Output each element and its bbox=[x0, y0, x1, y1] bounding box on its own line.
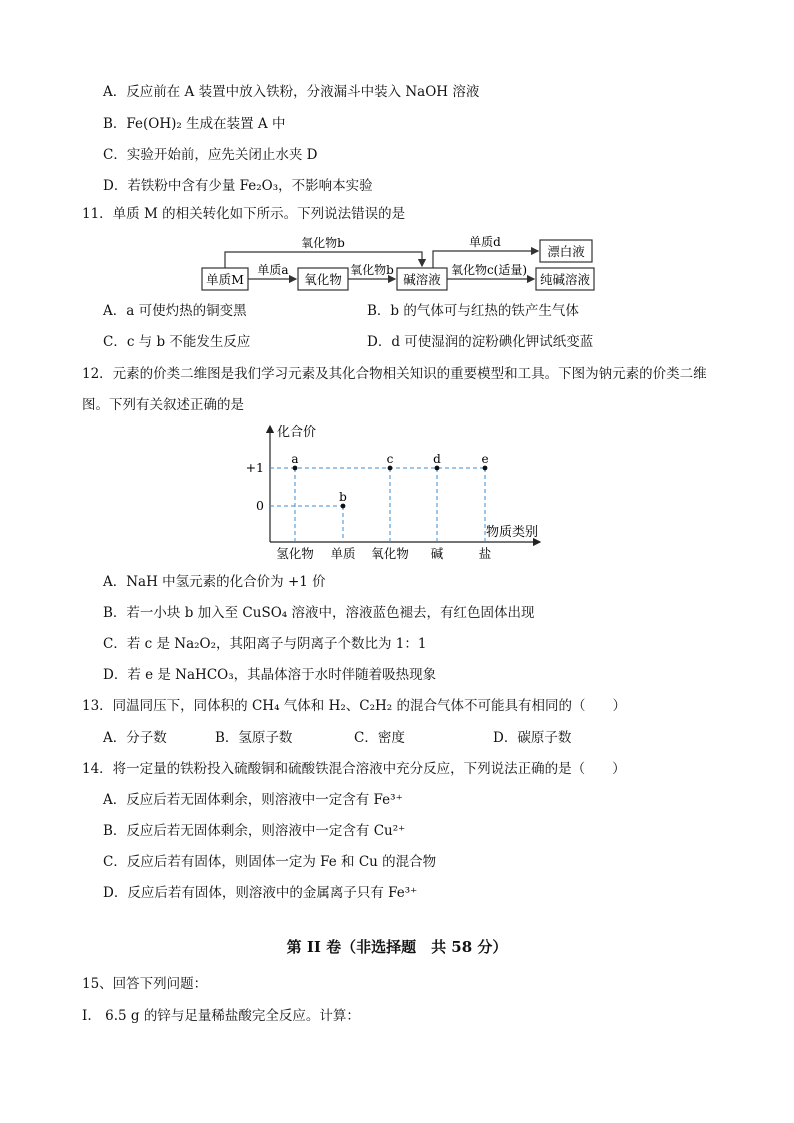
q11-option-b: B．b 的气体可与红热的铁产生气体 bbox=[367, 303, 579, 319]
y-tick-zero: 0 bbox=[256, 498, 264, 513]
q10-option-d: D．若铁粉中含有少量 Fe₂O₃，不影响本实验 bbox=[103, 178, 373, 194]
q14-option-b: B．反应后若无固体剩余，则溶液中一定含有 Cu²⁺ bbox=[103, 823, 406, 839]
q12-option-d: D．若 e 是 NaHCO₃，其晶体溶于水时伴随着吸热现象 bbox=[103, 667, 437, 683]
x-axis-label: 物质类别 bbox=[486, 525, 539, 540]
x-category-label: 单质 bbox=[330, 546, 356, 561]
point-label-b: b bbox=[339, 490, 347, 504]
q12-stem-line2: 图。下列有关叙述正确的是 bbox=[82, 397, 244, 413]
point-d bbox=[435, 466, 440, 471]
q12-valence-chart bbox=[240, 420, 560, 565]
x-category-label: 氧化物 bbox=[371, 546, 409, 561]
node-alkali-label: 碱溶液 bbox=[403, 272, 441, 287]
point-e bbox=[483, 466, 488, 471]
q11-flow-diagram bbox=[195, 232, 605, 298]
q13-option-a: A．分子数 bbox=[103, 730, 167, 746]
y-axis-label: 化合价 bbox=[277, 425, 317, 440]
q13-stem: 13．同温同压下，同体积的 CH₄ 气体和 H₂、C₂H₂ 的混合气体不可能具有相同的（ ） bbox=[82, 698, 626, 714]
q10-option-a: A．反应前在 A 装置中放入铁粉，分液漏斗中装入 NaOH 溶液 bbox=[103, 84, 480, 100]
point-label-a: a bbox=[291, 452, 299, 466]
q14-stem: 14．将一定量的铁粉投入硫酸铜和硫酸铁混合溶液中充分反应，下列说法正确的是（ ） bbox=[82, 761, 626, 777]
x-category-label: 盐 bbox=[478, 546, 492, 561]
x-category-label: 碱 bbox=[430, 546, 444, 561]
edge-label-b1: 氧化物b bbox=[301, 236, 345, 250]
y-tick-plus1: +1 bbox=[245, 460, 264, 475]
point-label-c: c bbox=[386, 452, 394, 466]
q13-option-c: C．密度 bbox=[354, 730, 405, 746]
q11-option-c: C．c 与 b 不能发生反应 bbox=[103, 334, 251, 350]
node-oxide-label: 氧化物 bbox=[304, 272, 342, 287]
section-ii-title: 第 II 卷（非选择题 共 58 分） bbox=[286, 938, 508, 956]
q12-option-c: C．若 c 是 Na₂O₂，其阳离子与阴离子个数比为 1：1 bbox=[103, 636, 427, 652]
q14-option-d: D．反应后若有固体，则溶液中的金属离子只有 Fe³⁺ bbox=[103, 885, 418, 901]
q12-option-b: B．若一小块 b 加入至 CuSO₄ 溶液中，溶液蓝色褪去，有红色固体出现 bbox=[103, 605, 535, 621]
node-element-m-label: 单质M bbox=[206, 272, 244, 287]
q10-option-c: C．实验开始前，应先关闭止水夹 D bbox=[103, 147, 318, 163]
q14-option-a: A．反应后若无固体剩余，则溶液中一定含有 Fe³⁺ bbox=[103, 792, 403, 808]
q11-stem: 11．单质 M 的相关转化如下所示。下列说法错误的是 bbox=[82, 206, 406, 222]
point-label-e: e bbox=[481, 452, 489, 466]
q14-option-c: C．反应后若有固体，则固体一定为 Fe 和 Cu 的混合物 bbox=[103, 854, 437, 870]
q15-part1: I. 6.5 g 的锌与足量稀盐酸完全反应。计算： bbox=[82, 1008, 360, 1024]
q13-option-b: B．氢原子数 bbox=[215, 730, 293, 746]
node-bleach-label: 漂白液 bbox=[547, 244, 585, 259]
point-a bbox=[293, 466, 298, 471]
node-soda-label: 纯碱溶液 bbox=[539, 272, 591, 287]
q11-option-a: A．a 可使灼热的铜变黑 bbox=[103, 303, 247, 319]
edge-label-c: 氧化物c(适量) bbox=[450, 263, 528, 277]
edge-label-a: 单质a bbox=[257, 263, 289, 277]
q12-option-a: A．NaH 中氢元素的化合价为 +1 价 bbox=[103, 574, 326, 590]
point-label-d: d bbox=[433, 452, 441, 466]
q10-option-b: B．Fe(OH)₂ 生成在装置 A 中 bbox=[103, 116, 286, 132]
q12-stem-line1: 12．元素的价类二维图是我们学习元素及其化合物相关知识的重要模型和工具。下图为钠元素的价类二维 bbox=[82, 366, 707, 382]
q11-option-d: D．d 可使湿润的淀粉碘化钾试纸变蓝 bbox=[367, 334, 594, 350]
point-b bbox=[341, 504, 346, 509]
edge-label-b2: 氧化物b bbox=[350, 263, 394, 277]
q13-option-d: D．碳原子数 bbox=[493, 730, 572, 746]
edge-label-d: 单质d bbox=[469, 235, 501, 249]
q15-stem: 15、回答下列问题： bbox=[82, 976, 208, 992]
x-category-label: 氢化物 bbox=[276, 546, 314, 561]
point-c bbox=[388, 466, 393, 471]
